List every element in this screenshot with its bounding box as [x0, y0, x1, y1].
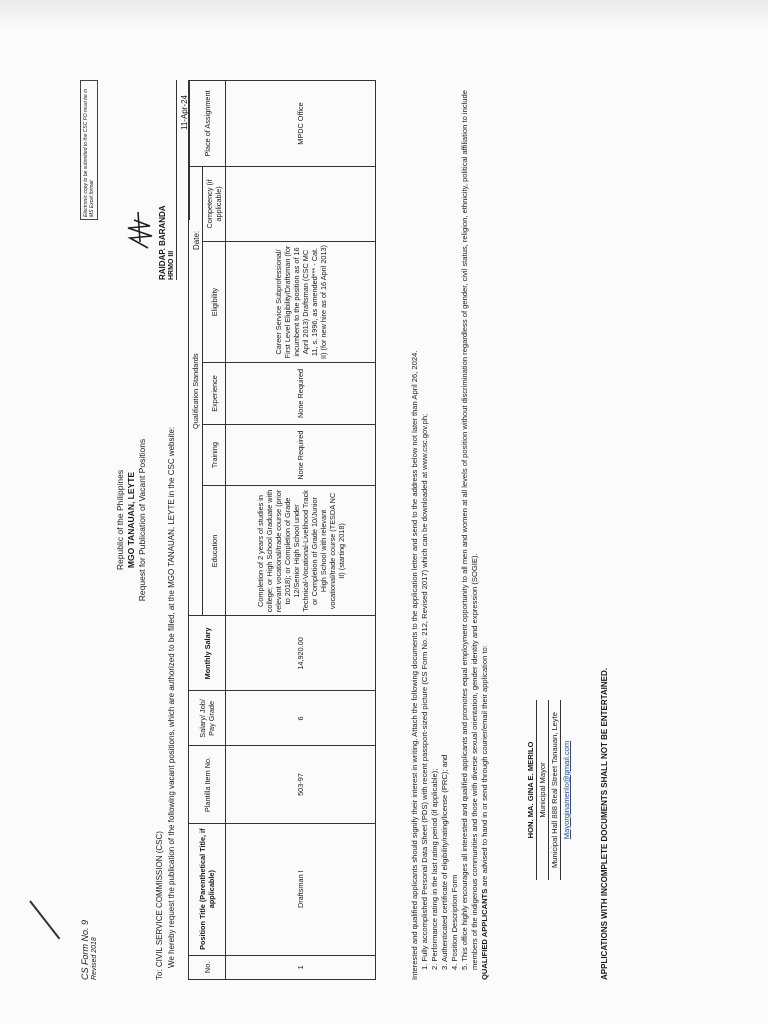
requirements-intro: Interested and qualified applicants should signify their interest in writing. Attach the following documents to the application letter and send to the address below not later than April 26, 2024.	[410, 350, 419, 980]
col-plantilla: Plantilla Item No.	[189, 746, 226, 823]
addressee-address: Municipal Hall 888 Real Street Tanauan, Leyte	[548, 700, 560, 880]
signature-line	[176, 80, 177, 280]
incomplete-documents-warning: APPLICATIONS WITH INCOMPLETE DOCUMENTS SHALL NOT BE ENTERTAINED.	[600, 668, 609, 980]
republic-line: Republic of the Philippines	[115, 469, 125, 571]
qualified-applicants-text: are advised to hand in or send through courier/email their application to:	[480, 645, 489, 889]
electronic-copy-note: Electronic copy to be submitted to the CSC FO must be in MS Excel format	[80, 80, 98, 220]
form-number-text: CS Form No. 9	[80, 919, 90, 980]
page-edge-shadow	[0, 0, 768, 30]
col-grade: Salary/ Job/ Pay Grade	[189, 691, 226, 746]
addressee-email-link[interactable]: Mayorginamerilo@gmail.com	[560, 700, 572, 880]
col-education: Education	[203, 486, 226, 616]
requirements-section	[410, 80, 490, 980]
col-no: No.	[189, 955, 226, 979]
addressee-block	[525, 700, 572, 880]
cell-salary: 14,920.00	[226, 616, 376, 691]
col-position: Position Title (Parenthetical Title, if applicable)	[189, 823, 226, 955]
cell-plantilla: 503-97	[226, 746, 376, 823]
requirement-item: 3. Authenticated certificate of eligibility/rating/license (PRC); and	[440, 754, 449, 970]
vacancy-table	[188, 80, 376, 980]
cell-education: Completion of 2 years of studies in college; or High School Graduate with relevant vocational/trade course (prior to 2018); or Completion of Grade 12/Senior High School under Technical-Vocational-Livelihood Track or Completion of Grade 10/Junior High School with relevant vocational/trade course (TESDA NC II) (starting 2018)	[226, 486, 376, 616]
requirement-item: 4. Position Description Form	[450, 874, 459, 970]
table-row	[226, 81, 376, 980]
document-subtitle: Request for Publication of Vacant Positions	[137, 438, 147, 602]
intro-text: We hereby request the publication of the following vacant positions, which are authorized to be filled, at the MGO TANAUAN, LEYTE in the CSC website:	[167, 426, 176, 968]
signature-scribble-icon	[126, 210, 156, 250]
col-place: Place of Assignment	[189, 81, 226, 167]
cell-competency	[226, 167, 376, 242]
requirement-item: 2. Performance rating in the last rating period (if applicable);	[430, 768, 439, 970]
col-eligibility: Eligibility	[203, 241, 226, 362]
document-header	[115, 390, 148, 650]
addressee-name: HON. MA. GINA E. MERILO	[526, 741, 535, 839]
cell-experience: None Required	[226, 363, 376, 425]
form-revision: Revised 2018	[91, 937, 98, 980]
signatory-title: HRMO III	[168, 250, 175, 280]
cell-grade: 6	[226, 691, 376, 746]
cell-no: 1	[226, 955, 376, 979]
cell-training: None Required	[226, 424, 376, 486]
date-value: 11-Apr-24	[180, 95, 189, 130]
col-qualification-standards: Qualification Standards	[189, 167, 203, 616]
cell-eligibility: Career Service Subprofessional/ First Level Eligibility/Draftsman (for incumbent to the position as of 16 April 2013) Draftsman (CSC MC 11, s. 1996, as amended*** - Cat. II) (for new hire as of 16 April 2013)	[226, 241, 376, 362]
signatory-name: RAIDAP. BARANDA	[158, 205, 167, 280]
col-experience: Experience	[203, 363, 226, 425]
rotated-form-sheet	[80, 80, 620, 980]
requirement-item: 5. This office highly encourages all interested and qualified applicants and promotes equal employment opportunity to all men and women at all levels of position without discrimination regardless of gender, civil status, religion, ethnicity, political affiliation to include members of the indigenous communities and those with diverse sexual orientation, gender identity and expression (SOGIE).	[460, 90, 479, 970]
addressed-to: To: CIVIL SERVICE COMMISSION (CSC)	[155, 831, 164, 980]
col-competency: Competency (if applicable)	[203, 167, 226, 242]
date-label: Date:	[192, 230, 201, 250]
qualified-applicants-label: QUALIFIED APPLICANTS	[480, 888, 489, 980]
col-training: Training	[203, 424, 226, 486]
cell-position: Draftsman I	[226, 823, 376, 955]
col-salary: Monthly Salary	[189, 616, 226, 691]
form-number	[80, 920, 100, 980]
agency-name: MGO TANAUAN, LEYTE	[126, 471, 136, 569]
cell-place: MPDC Office	[226, 81, 376, 167]
requirement-item: 1. Fully accomplished Personal Data Sheet (PDS) with recent passport-sized picture (CS Form No. 212, Revised 2017) which can be downloaded at www.csc.gov.ph;	[420, 413, 429, 970]
pen-mark	[29, 900, 60, 939]
qualified-applicants-line	[480, 80, 490, 980]
table-header-row	[189, 81, 203, 980]
addressee-title: Municipal Mayor	[536, 700, 548, 880]
